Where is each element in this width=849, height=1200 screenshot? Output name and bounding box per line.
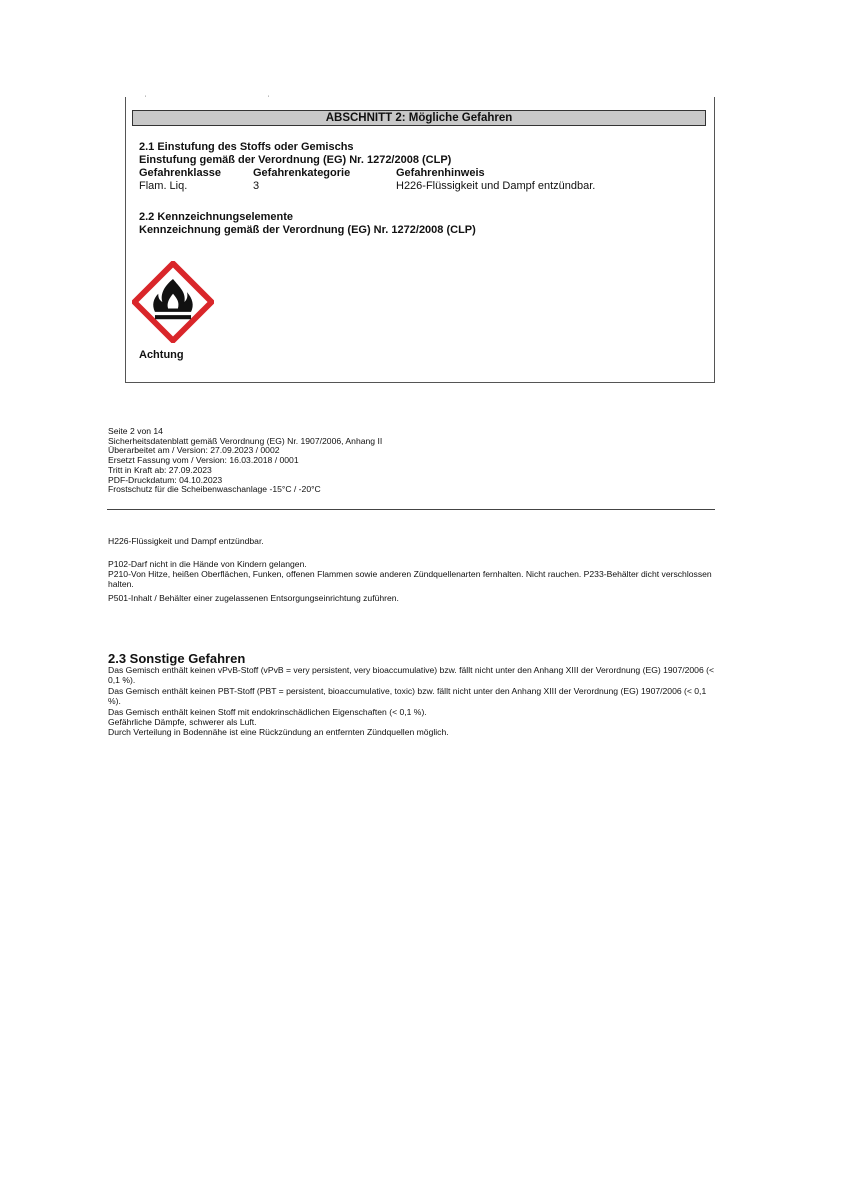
footer-product: Frostschutz für die Scheibenwaschanlage -15°C / -20°C <box>108 484 321 495</box>
precautionary-statement-p102: P102-Darf nicht in die Hände von Kindern gelangen. <box>108 559 307 569</box>
col-header-class: Gefahrenklasse <box>139 167 221 179</box>
footer-regulation: Sicherheitsdatenblatt gemäß Verordnung (EG) Nr. 1907/2006, Anhang II <box>108 435 383 446</box>
footer-print-date: PDF-Druckdatum: 04.10.2023 <box>108 474 223 485</box>
footer-revised: Überarbeitet am / Version: 27.09.2023 / 0002 <box>108 445 280 456</box>
other-hazards-vapours: Gefährliche Dämpfe, schwerer als Luft. <box>108 717 257 727</box>
col-header-statement: Gefahrenhinweis <box>396 167 485 179</box>
subsection-2-2-subtitle: Kennzeichnung gemäß der Verordnung (EG) Nr. 1272/2008 (CLP) <box>139 224 476 236</box>
col-header-category: Gefahrenkategorie <box>253 167 351 179</box>
subsection-2-3-title: 2.3 Sonstige Gefahren <box>108 651 246 666</box>
footer-replaces: Ersetzt Fassung vom / Version: 16.03.2018 / 0001 <box>108 455 299 466</box>
subsection-2-2-title: 2.2 Kennzeichnungselemente <box>139 211 294 223</box>
other-hazards-reignition: Durch Verteilung in Bodennähe ist eine Rückzündung an entfernten Zündquellen möglich. <box>108 727 449 737</box>
subsection-2-1-subtitle: Einstufung gemäß der Verordnung (EG) Nr. 1272/2008 (CLP) <box>139 154 452 166</box>
footer-effective: Tritt in Kraft ab: 27.09.2023 <box>108 464 212 475</box>
other-hazards-pbt: Das Gemisch enthält keinen PBT-Stoff (PBT = persistent, bioaccumulative, toxic) bzw. fällt nicht unter den Anhang XIII der Verordnung (EG) 1907/2006 (< 0,1 %). <box>108 686 707 706</box>
cell-statement: H226-Flüssigkeit und Dampf entzündbar. <box>396 180 596 192</box>
cell-class: Flam. Liq. <box>139 180 188 192</box>
cell-category: 3 <box>253 180 260 192</box>
hazard-statement: H226-Flüssigkeit und Dampf entzündbar. <box>108 536 264 546</box>
precautionary-statement-p501: P501-Inhalt / Behälter einer zugelassenen Entsorgungseinrichtung zuführen. <box>108 593 399 603</box>
other-hazards-vpvb: Das Gemisch enthält keinen vPvB-Stoff (vPvB = very persistent, very bioaccumulative) bzw. fällt nicht unter den Anhang XIII der Verordnung (EG) 1907/2006 (< 0,1 %). <box>108 665 715 685</box>
section-title: ABSCHNITT 2: Mögliche Gefahren <box>132 110 706 126</box>
subsection-2-1-title: 2.1 Einstufung des Stoffs oder Gemischs <box>139 141 354 153</box>
footer-page: Seite 2 von 14 <box>108 426 163 436</box>
cut-off-marks: ' ' <box>145 96 329 102</box>
flame-ghs02-icon <box>132 261 214 343</box>
other-hazards-endocrine: Das Gemisch enthält keinen Stoff mit endokrinschädlichen Eigenschaften (< 0,1 %). <box>108 707 427 717</box>
footer-divider <box>107 509 715 510</box>
precautionary-statement-p210-p233: P210-Von Hitze, heißen Oberflächen, Funken, offenen Flammen sowie anderen Zündquellenarten fernhalten. Nicht rauchen. P233-Behälter dicht verschlossen halten. <box>108 569 712 589</box>
document-footer <box>108 427 382 495</box>
signal-word: Achtung <box>139 349 184 361</box>
